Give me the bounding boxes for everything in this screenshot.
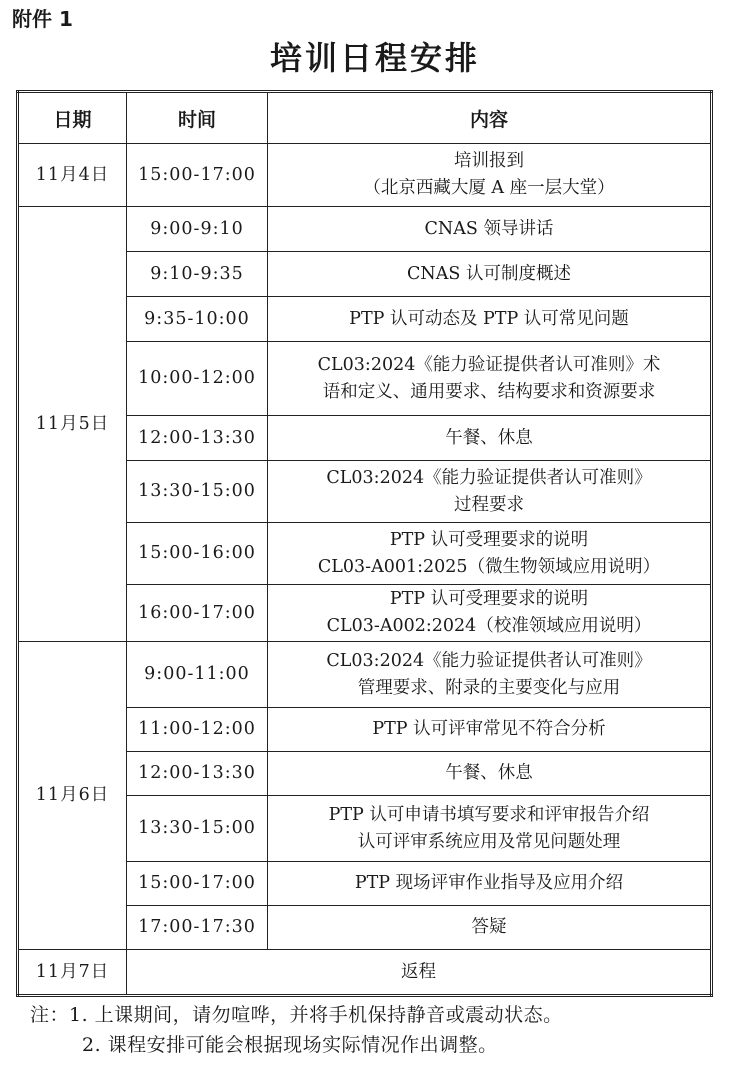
content-line: CL03:2024《能力验证提供者认可准则》 [326, 467, 652, 488]
content-cell [268, 297, 712, 342]
content-line: 培训报到 [454, 151, 524, 171]
header-content: 内容 [268, 92, 712, 144]
time-cell: 17:00-17:30 [127, 906, 268, 950]
date-cell: 11月7日 [18, 950, 127, 996]
page-title: 培训日程安排 [269, 39, 480, 77]
time-cell: 9:10-9:35 [127, 252, 268, 297]
content-line: 午餐、休息 [445, 427, 533, 448]
content-cell [268, 461, 712, 523]
content-cell [268, 342, 712, 416]
time-cell: 13:30-15:00 [127, 461, 268, 523]
time-cell: 9:00-9:10 [127, 207, 268, 252]
note-line: 2. 课程安排可能会根据现场实际情况作出调整。 [82, 1034, 498, 1056]
time-cell: 15:00-17:00 [127, 144, 268, 207]
schedule-table [16, 90, 713, 997]
time-cell: 13:30-15:00 [127, 796, 268, 862]
content-line: 过程要求 [454, 494, 524, 515]
content-line: CL03-A001:2025（微生物领域应用说明） [317, 556, 661, 577]
content-line: PTP 认可受理要求的说明 [389, 529, 589, 550]
time-cell: 9:35-10:00 [127, 297, 268, 342]
date-cell: 11月6日 [18, 642, 127, 950]
time-cell: 10:00-12:00 [127, 342, 268, 416]
content-cell [268, 416, 712, 461]
content-cell [268, 752, 712, 796]
content-line: 管理要求、附录的主要变化与应用 [357, 677, 621, 698]
content-line: （北京西藏大厦 A 座一层大堂） [363, 178, 615, 198]
content-cell [268, 862, 712, 906]
content-line: CL03-A002:2024（校准领域应用说明） [326, 616, 652, 636]
time-cell: 12:00-13:30 [127, 752, 268, 796]
content-line: PTP 认可申请书填写要求和评审报告介绍 [328, 804, 650, 825]
content-line: PTP 认可受理要求的说明 [389, 589, 589, 609]
attachment-label: 附件 1 [12, 7, 73, 31]
content-cell [268, 252, 712, 297]
time-cell: 9:00-11:00 [127, 642, 268, 708]
content-cell [268, 796, 712, 862]
time-cell: 16:00-17:00 [127, 585, 268, 642]
content-line: PTP 现场评审作业指导及应用介绍 [354, 873, 624, 893]
content-line: 认可评审系统应用及常见问题处理 [357, 831, 621, 852]
content-cell [268, 144, 712, 207]
header-time: 时间 [127, 92, 268, 144]
content-line: 语和定义、通用要求、结构要求和资源要求 [322, 381, 656, 402]
content-line: CNAS 领导讲话 [424, 218, 554, 239]
merged-content-cell: 返程 [127, 950, 712, 996]
notes [30, 1000, 745, 1060]
content-line: PTP 认可评审常见不符合分析 [372, 719, 606, 739]
table-row [18, 207, 712, 252]
table-header-row [18, 92, 712, 144]
table-row [18, 950, 712, 996]
content-cell [268, 523, 712, 585]
content-line: 答疑 [471, 917, 507, 937]
content-cell [268, 708, 712, 752]
content-line: CNAS 认可制度概述 [407, 263, 571, 284]
time-cell: 15:00-16:00 [127, 523, 268, 585]
content-line: 午餐、休息 [445, 763, 533, 783]
time-cell: 12:00-13:30 [127, 416, 268, 461]
content-line: CL03:2024《能力验证提供者认可准则》术 [317, 354, 661, 375]
content-cell [268, 906, 712, 950]
time-cell: 15:00-17:00 [127, 862, 268, 906]
content-cell [268, 207, 712, 252]
content-line: CL03:2024《能力验证提供者认可准则》 [326, 650, 652, 671]
time-cell: 11:00-12:00 [127, 708, 268, 752]
date-cell: 11月5日 [18, 207, 127, 642]
content-cell [268, 642, 712, 708]
table-row [18, 642, 712, 708]
note-line: 注：1. 上课期间，请勿喧哗，并将手机保持静音或震动状态。 [30, 1004, 563, 1026]
header-date: 日期 [18, 92, 127, 144]
table-row [18, 144, 712, 207]
content-cell [268, 585, 712, 642]
date-cell: 11月4日 [18, 144, 127, 207]
content-line: PTP 认可动态及 PTP 认可常见问题 [349, 308, 629, 329]
